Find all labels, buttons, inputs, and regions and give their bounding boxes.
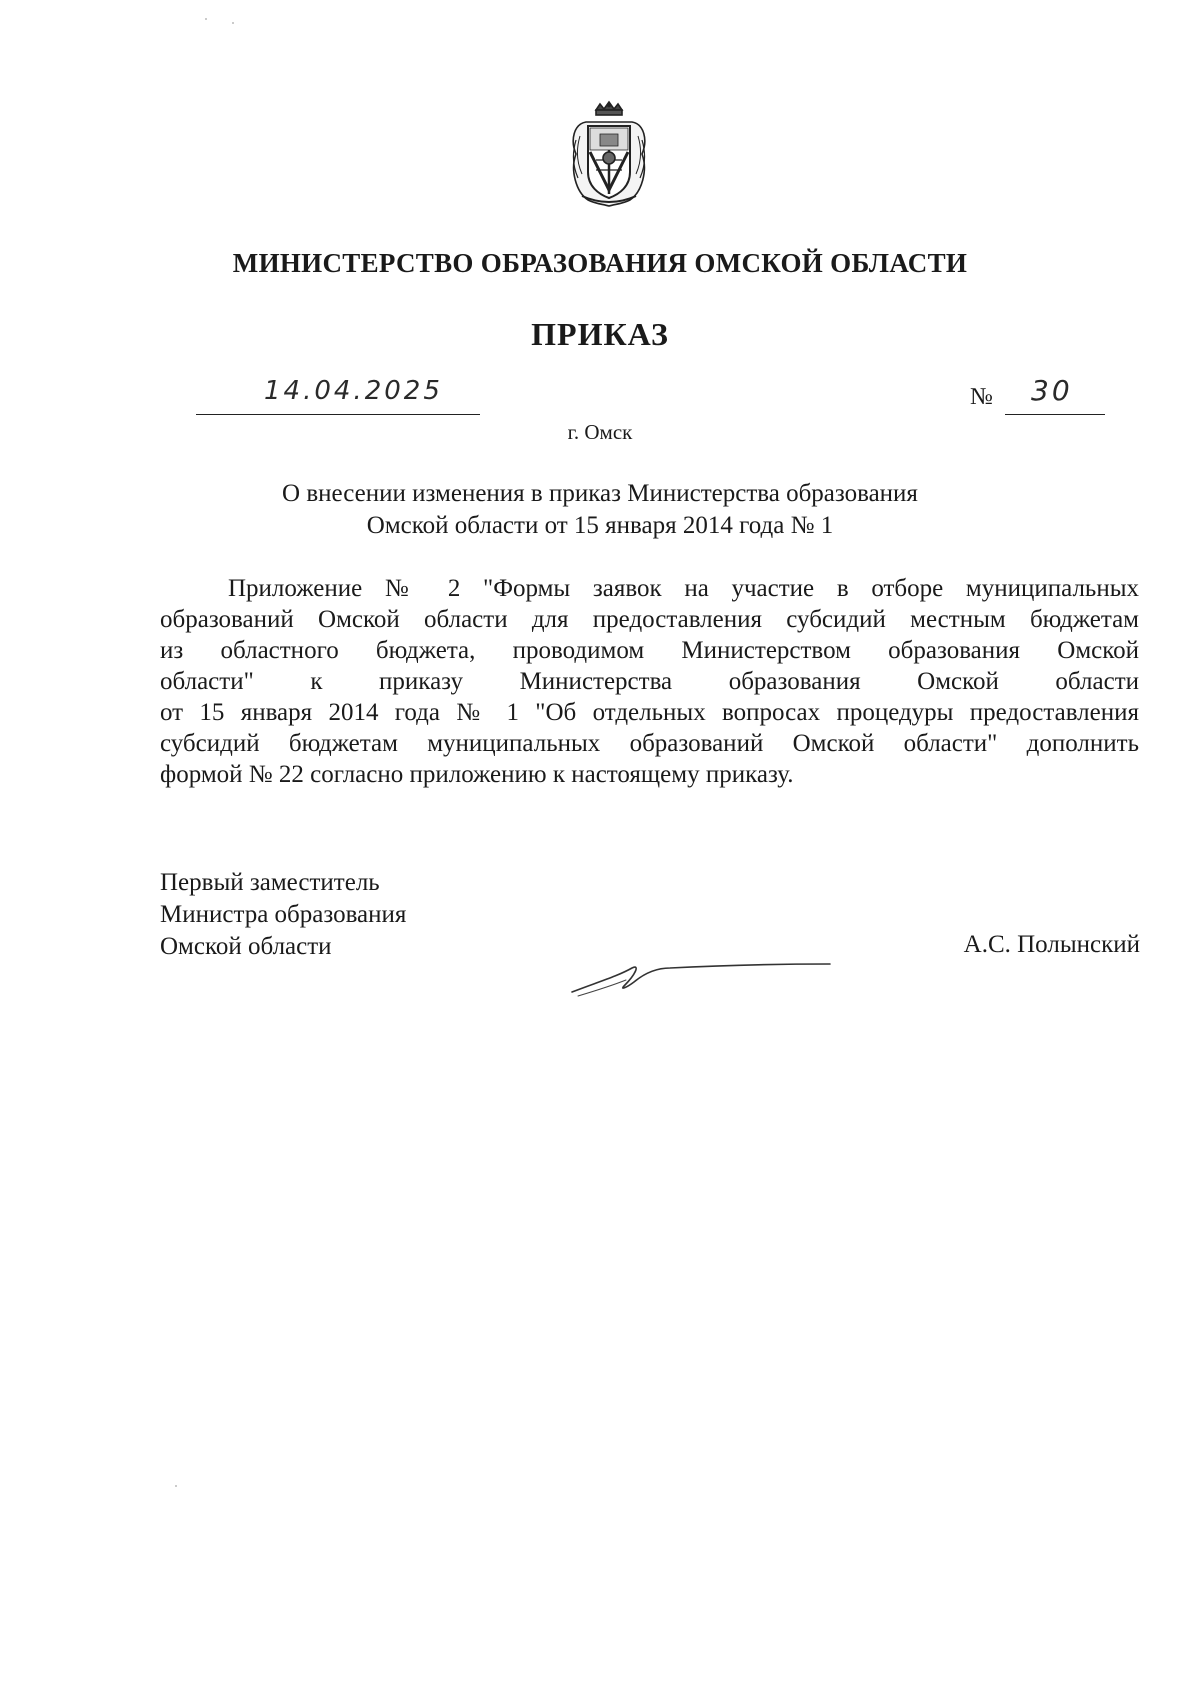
body-line: формой № 22 согласно приложению к настоящему приказу. — [160, 761, 794, 788]
scan-speck — [205, 18, 207, 20]
position-line: Омской области — [160, 933, 332, 960]
position-line: Министра образования — [160, 901, 407, 928]
position-line: Первый заместитель — [160, 869, 380, 896]
date-field — [196, 378, 480, 415]
coat-of-arms-icon — [566, 100, 652, 208]
number-field — [1005, 374, 1105, 415]
document-subject — [0, 478, 1200, 542]
scan-speck — [232, 22, 234, 24]
handwritten-date: 14.04.2025 — [264, 376, 443, 406]
city: г. Омск — [567, 420, 633, 444]
number-label: № — [970, 384, 993, 410]
ministry-name: МИНИСТЕРСТВО ОБРАЗОВАНИЯ ОМСКОЙ ОБЛАСТИ — [232, 248, 968, 278]
body-line: из областного бюджета, проводимом Министерством образования Омской — [160, 637, 1139, 664]
handwritten-number: 30 — [1031, 374, 1073, 407]
subject-line: О внесении изменения в приказ Министерства образования — [282, 480, 918, 507]
body-line: Приложение № 2 "Формы заявок на участие в отборе муниципальных — [228, 575, 1139, 602]
body-paragraph — [160, 573, 1139, 790]
body-line: от 15 января 2014 года № 1 "Об отдельных вопросах процедуры предоставления — [160, 699, 1139, 726]
body-line: образований Омской области для предоставления субсидий местным бюджетам — [160, 606, 1139, 633]
scan-speck — [175, 1485, 177, 1487]
signatory-position — [160, 867, 406, 963]
body-line: субсидий бюджетам муниципальных образований Омской области" дополнить — [160, 730, 1139, 757]
handwritten-signature — [568, 950, 838, 1010]
document-type-title: ПРИКАЗ — [531, 316, 669, 352]
signatory-name: А.С. Полынский — [963, 931, 1140, 958]
body-line: области" к приказу Министерства образования Омской области — [160, 668, 1139, 695]
subject-line: Омской области от 15 января 2014 года № 1 — [366, 512, 834, 539]
